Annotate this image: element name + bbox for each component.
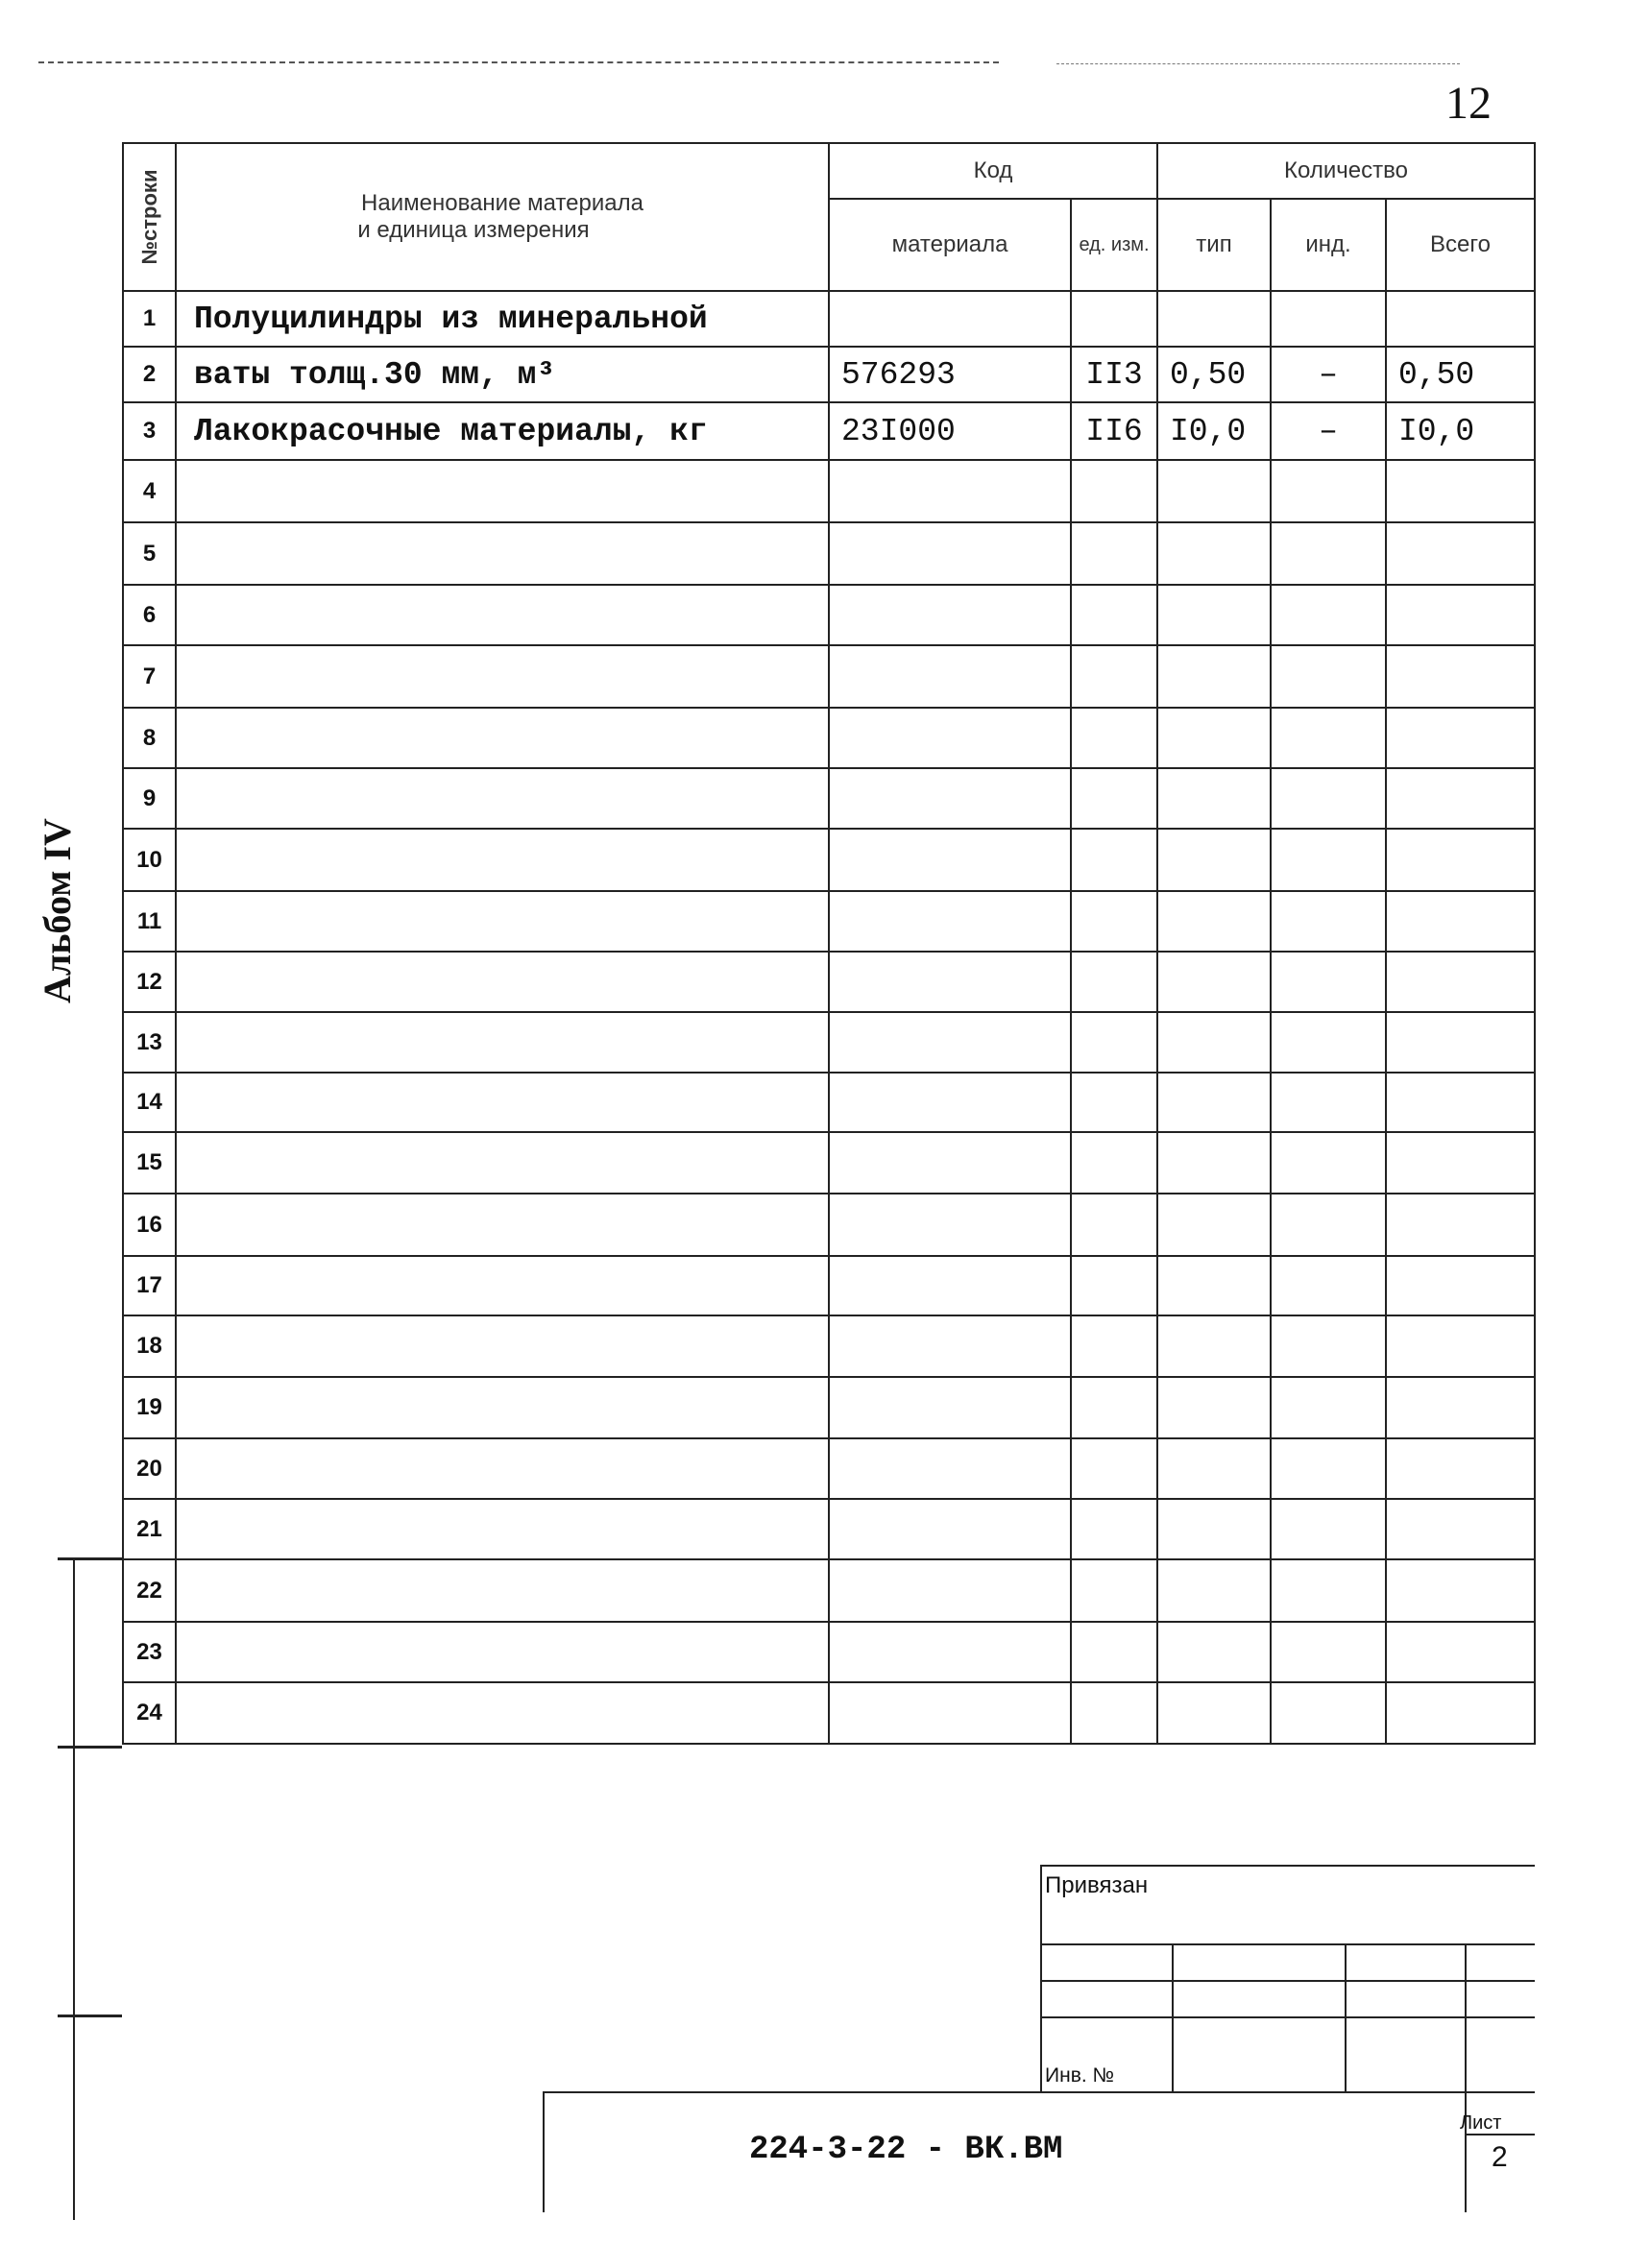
qty-total — [1386, 891, 1535, 952]
row-number: 21 — [123, 1499, 176, 1559]
material-name — [176, 1132, 829, 1194]
frame-line — [1040, 1865, 1535, 1867]
table-row — [123, 1499, 1535, 1559]
table-row — [123, 1559, 1535, 1622]
material-code — [829, 708, 1071, 768]
row-number: 23 — [123, 1622, 176, 1682]
qty-ind — [1271, 768, 1386, 829]
qty-type — [1157, 1377, 1271, 1438]
table-row — [123, 1132, 1535, 1194]
material-name — [176, 585, 829, 645]
material-code — [829, 891, 1071, 952]
qty-type — [1157, 891, 1271, 952]
qty-ind — [1271, 1256, 1386, 1315]
table-row — [123, 1377, 1535, 1438]
material-code — [829, 1559, 1071, 1622]
unit-code — [1071, 291, 1157, 347]
qty-type: 0,50 — [1157, 347, 1271, 402]
qty-ind — [1271, 1682, 1386, 1744]
material-name — [176, 1073, 829, 1132]
table-row — [123, 291, 1535, 347]
row-number: 17 — [123, 1256, 176, 1315]
material-name — [176, 645, 829, 708]
row-number: 18 — [123, 1315, 176, 1377]
qty-type — [1157, 1682, 1271, 1744]
material-code — [829, 1315, 1071, 1377]
unit-code — [1071, 645, 1157, 708]
qty-type — [1157, 291, 1271, 347]
table-row — [123, 1438, 1535, 1499]
unit-code — [1071, 829, 1157, 891]
material-code — [829, 1438, 1071, 1499]
qty-type — [1157, 952, 1271, 1012]
table-row — [123, 347, 1535, 402]
qty-total — [1386, 1012, 1535, 1073]
qty-ind — [1271, 1073, 1386, 1132]
material-name — [176, 1682, 829, 1744]
qty-total — [1386, 291, 1535, 347]
qty-type: I0,0 — [1157, 402, 1271, 460]
qty-ind: – — [1271, 347, 1386, 402]
code-group-header: Код — [829, 143, 1157, 199]
unit-code: II3 — [1071, 347, 1157, 402]
qty-ind — [1271, 891, 1386, 952]
material-code — [829, 1377, 1071, 1438]
table-row — [123, 891, 1535, 952]
frame-line — [1465, 1943, 1467, 2212]
material-name — [176, 1499, 829, 1559]
qty-ind — [1271, 1315, 1386, 1377]
row-number-header: №строки — [123, 143, 176, 291]
qty-type — [1157, 522, 1271, 585]
unit-code — [1071, 1622, 1157, 1682]
qty-total — [1386, 645, 1535, 708]
qty-type-header: тип — [1157, 199, 1271, 291]
row-number: 15 — [123, 1132, 176, 1194]
frame-line — [1040, 1865, 1042, 2093]
material-name — [176, 1256, 829, 1315]
qty-type — [1157, 1012, 1271, 1073]
row-number: 11 — [123, 891, 176, 952]
unit-code — [1071, 1256, 1157, 1315]
table-row — [123, 768, 1535, 829]
qty-ind: – — [1271, 402, 1386, 460]
frame-line — [58, 2015, 122, 2017]
material-name: Полуцилиндры из минеральной — [176, 291, 829, 347]
material-code: 576293 — [829, 347, 1071, 402]
table-row — [123, 708, 1535, 768]
row-number: 10 — [123, 829, 176, 891]
material-name: ваты толщ.30 мм, м³ — [176, 347, 829, 402]
row-number: 24 — [123, 1682, 176, 1744]
row-number: 9 — [123, 768, 176, 829]
qty-ind — [1271, 645, 1386, 708]
qty-ind — [1271, 460, 1386, 522]
table-row — [123, 402, 1535, 460]
row-number: 22 — [123, 1559, 176, 1622]
table-row — [123, 522, 1535, 585]
qty-total: I0,0 — [1386, 402, 1535, 460]
qty-type — [1157, 460, 1271, 522]
qty-type — [1157, 645, 1271, 708]
table-row — [123, 952, 1535, 1012]
material-name — [176, 1315, 829, 1377]
qty-ind — [1271, 1559, 1386, 1622]
frame-line — [58, 1557, 122, 1560]
qty-type — [1157, 1073, 1271, 1132]
qty-total — [1386, 1438, 1535, 1499]
qty-total — [1386, 1499, 1535, 1559]
document-code: 224-3-22 - ВК.ВМ — [749, 2132, 1063, 2168]
frame-line — [1040, 2016, 1535, 2018]
qty-ind-header: инд. — [1271, 199, 1386, 291]
unit-code — [1071, 1377, 1157, 1438]
table-row — [123, 1682, 1535, 1744]
table-row — [123, 1622, 1535, 1682]
material-code — [829, 1256, 1071, 1315]
table-row — [123, 1194, 1535, 1256]
qty-total — [1386, 1377, 1535, 1438]
material-name — [176, 1012, 829, 1073]
qty-ind — [1271, 708, 1386, 768]
material-name — [176, 1559, 829, 1622]
frame-line — [543, 2091, 1535, 2093]
unit-code — [1071, 1559, 1157, 1622]
row-number: 4 — [123, 460, 176, 522]
material-code — [829, 645, 1071, 708]
row-number: 2 — [123, 347, 176, 402]
table-row — [123, 1073, 1535, 1132]
unit-code — [1071, 460, 1157, 522]
material-name — [176, 460, 829, 522]
unit-code — [1071, 585, 1157, 645]
qty-ind — [1271, 1499, 1386, 1559]
qty-total — [1386, 522, 1535, 585]
table-row — [123, 829, 1535, 891]
unit-code — [1071, 1499, 1157, 1559]
qty-total — [1386, 585, 1535, 645]
unit-code: II6 — [1071, 402, 1157, 460]
material-code — [829, 1622, 1071, 1682]
qty-ind — [1271, 829, 1386, 891]
row-number: 19 — [123, 1377, 176, 1438]
unit-code — [1071, 1315, 1157, 1377]
qty-type — [1157, 768, 1271, 829]
qty-total: 0,50 — [1386, 347, 1535, 402]
qty-type — [1157, 1315, 1271, 1377]
qty-total — [1386, 952, 1535, 1012]
row-number: 5 — [123, 522, 176, 585]
qty-total — [1386, 1315, 1535, 1377]
qty-ind — [1271, 1012, 1386, 1073]
qty-type — [1157, 708, 1271, 768]
qty-type — [1157, 1194, 1271, 1256]
table-row — [123, 1315, 1535, 1377]
qty-type — [1157, 1559, 1271, 1622]
row-number: 20 — [123, 1438, 176, 1499]
qty-total — [1386, 768, 1535, 829]
material-name — [176, 1377, 829, 1438]
unit-code — [1071, 1438, 1157, 1499]
row-number: 16 — [123, 1194, 176, 1256]
qty-total — [1386, 829, 1535, 891]
row-number: 6 — [123, 585, 176, 645]
material-code — [829, 585, 1071, 645]
qty-total — [1386, 708, 1535, 768]
material-name — [176, 708, 829, 768]
material-code — [829, 1132, 1071, 1194]
qty-ind — [1271, 522, 1386, 585]
qty-ind — [1271, 1132, 1386, 1194]
table-row — [123, 1012, 1535, 1073]
qty-type — [1157, 585, 1271, 645]
qty-ind — [1271, 585, 1386, 645]
row-number: 12 — [123, 952, 176, 1012]
unit-code — [1071, 1132, 1157, 1194]
unit-code — [1071, 952, 1157, 1012]
material-code — [829, 522, 1071, 585]
inventory-number-label: Инв. № — [1045, 2064, 1115, 2087]
frame-line — [58, 1746, 122, 1749]
qty-total — [1386, 1073, 1535, 1132]
material-name — [176, 522, 829, 585]
qty-type — [1157, 1256, 1271, 1315]
materials-table — [122, 142, 1536, 1745]
qty-type — [1157, 1132, 1271, 1194]
qty-type — [1157, 1438, 1271, 1499]
unit-code — [1071, 1073, 1157, 1132]
table-row — [123, 1256, 1535, 1315]
top-edge-line — [38, 61, 999, 63]
qty-ind — [1271, 291, 1386, 347]
material-name: Лакокрасочные материалы, кг — [176, 402, 829, 460]
material-code — [829, 1194, 1071, 1256]
qty-total-header: Всего — [1386, 199, 1535, 291]
qty-total — [1386, 1622, 1535, 1682]
material-code — [829, 1499, 1071, 1559]
material-code — [829, 829, 1071, 891]
unit-code-header: ед. изм. — [1071, 199, 1157, 291]
frame-line — [1040, 1980, 1535, 1982]
row-number: 13 — [123, 1012, 176, 1073]
material-code — [829, 1073, 1071, 1132]
qty-total — [1386, 1682, 1535, 1744]
material-code — [829, 768, 1071, 829]
material-code-header: материала — [829, 199, 1071, 291]
qty-total — [1386, 1256, 1535, 1315]
row-number: 8 — [123, 708, 176, 768]
qty-total — [1386, 1132, 1535, 1194]
material-name — [176, 1194, 829, 1256]
unit-code — [1071, 768, 1157, 829]
frame-line — [543, 2091, 545, 2212]
material-name — [176, 768, 829, 829]
unit-code — [1071, 708, 1157, 768]
material-name — [176, 952, 829, 1012]
row-number: 3 — [123, 402, 176, 460]
qty-type — [1157, 1499, 1271, 1559]
quantity-group-header: Количество — [1157, 143, 1535, 199]
material-code — [829, 1012, 1071, 1073]
qty-ind — [1271, 952, 1386, 1012]
sheet-label: Лист — [1460, 2112, 1502, 2134]
material-name — [176, 1622, 829, 1682]
row-number: 1 — [123, 291, 176, 347]
linked-label: Привязан — [1045, 1872, 1149, 1898]
qty-type — [1157, 1622, 1271, 1682]
qty-ind — [1271, 1194, 1386, 1256]
frame-line — [1172, 1943, 1174, 2092]
table-row — [123, 585, 1535, 645]
frame-line — [1345, 1943, 1347, 2092]
top-edge-line — [1056, 63, 1460, 64]
page-number: 12 — [1445, 78, 1492, 129]
unit-code — [1071, 1012, 1157, 1073]
qty-total — [1386, 1194, 1535, 1256]
unit-code — [1071, 522, 1157, 585]
frame-line — [73, 1557, 75, 2220]
material-name — [176, 829, 829, 891]
table-row — [123, 645, 1535, 708]
unit-code — [1071, 1194, 1157, 1256]
frame-line — [1040, 1943, 1535, 1945]
qty-ind — [1271, 1622, 1386, 1682]
qty-total — [1386, 460, 1535, 522]
unit-code — [1071, 891, 1157, 952]
material-code — [829, 291, 1071, 347]
material-code: 23I000 — [829, 402, 1071, 460]
name-header: Наименование материала и единица измерения — [176, 143, 829, 291]
unit-code — [1071, 1682, 1157, 1744]
row-number: 7 — [123, 645, 176, 708]
table-row — [123, 460, 1535, 522]
qty-total — [1386, 1559, 1535, 1622]
material-code — [829, 952, 1071, 1012]
album-label: Альбом IV — [36, 818, 79, 1003]
material-name — [176, 891, 829, 952]
material-code — [829, 1682, 1071, 1744]
qty-ind — [1271, 1438, 1386, 1499]
material-name — [176, 1438, 829, 1499]
qty-ind — [1271, 1377, 1386, 1438]
sheet-number: 2 — [1492, 2141, 1508, 2173]
qty-type — [1157, 829, 1271, 891]
material-code — [829, 460, 1071, 522]
row-number: 14 — [123, 1073, 176, 1132]
